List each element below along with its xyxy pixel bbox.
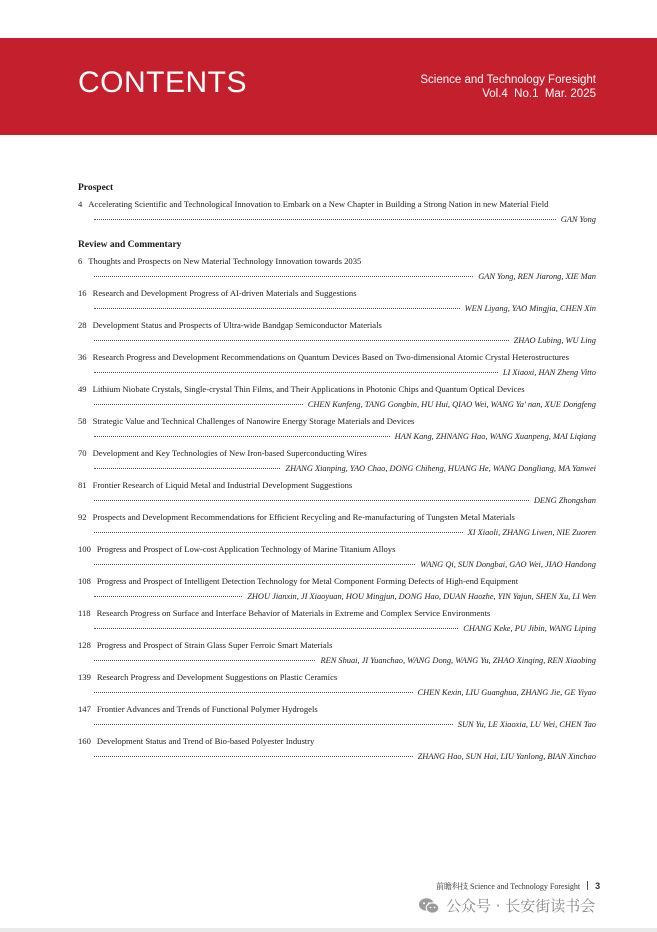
contents-header: [0, 38, 657, 135]
toc-entry[interactable]: [78, 448, 596, 476]
entry-authors: ZHANG Hao, SUN Hai, LIU Yanlong, BIAN Xinchao: [417, 751, 596, 761]
watermark: [418, 895, 595, 916]
toc-entry[interactable]: [78, 640, 596, 668]
entry-page-number: 128: [78, 639, 91, 650]
dot-leader: [94, 564, 415, 565]
dot-leader: [94, 404, 303, 405]
toc-entry[interactable]: [78, 320, 596, 348]
entry-title: Progress and Prospect of Low-cost Application Technology of Marine Titanium Alloys: [96, 543, 396, 554]
entry-page-number: 147: [78, 703, 91, 714]
entry-authors: CHANG Keke, PU Jibin, WANG Liping: [463, 623, 596, 633]
section-heading: Prospect: [78, 183, 114, 193]
entry-authors: GAN Yong, REN Jiarong, XIE Man: [478, 271, 596, 281]
watermark-text: 公众号 · 长安街读书会: [446, 897, 596, 915]
entry-authors: ZHAO Lubing, WU Ling: [513, 335, 596, 345]
entry-authors: REN Shuai, JI Yuanchao, WANG Dong, WANG Yu, ZHAO Xinqing, REN Xiaobing: [320, 655, 596, 665]
journal-info: [420, 73, 596, 101]
toc-entry[interactable]: [78, 416, 596, 444]
dot-leader: [94, 500, 529, 501]
entry-authors: WEN Liyang, YAO Mingjia, CHEN Xin: [464, 303, 596, 313]
entry-title-line: [78, 736, 596, 747]
dot-leader: [94, 276, 473, 277]
entry-authors: LI Xiaoxi, HAN Zheng Vitto: [502, 367, 596, 377]
dot-leader: [94, 596, 242, 597]
dot-leader: [94, 756, 413, 757]
section-heading: Review and Commentary: [78, 239, 182, 250]
toc-entry[interactable]: [78, 704, 596, 732]
entry-title: Lithium Niobate Crystals, Single-crystal Thin Films, and Their Applications in Photonic Chips and Quantum Optical Devices: [92, 383, 525, 394]
page-title: CONTENTS: [78, 66, 247, 99]
entry-authors-line: [78, 719, 596, 732]
toc-entry[interactable]: [78, 288, 596, 316]
top-margin: [0, 0, 657, 38]
entry-page-number: 118: [78, 607, 91, 618]
entry-title: Accelerating Scientific and Technological Innovation to Embark on a New Chapter in Building a Strong Nation in new Material Field: [88, 199, 549, 209]
toc-entry[interactable]: [78, 736, 596, 764]
entry-authors-line: [78, 655, 596, 668]
entry-authors-line: [78, 591, 596, 604]
entry-authors-line: [78, 463, 596, 476]
toc-entry[interactable]: [78, 512, 596, 540]
entry-authors-line: [78, 495, 596, 508]
entry-authors-line: [78, 687, 596, 700]
entry-page-number: 108: [78, 575, 91, 586]
entry-page-number: 139: [78, 671, 91, 682]
entry-title-line: [78, 704, 596, 715]
entry-page-number: 6: [78, 255, 83, 266]
entry-title: Research Progress and Development Recommendations on Quantum Devices Based on Two-dimensional Atomic Crystal Heterostructures: [92, 351, 569, 362]
dot-leader: [94, 628, 458, 629]
entry-authors-line: [78, 303, 596, 316]
toc-entry[interactable]: [78, 256, 596, 284]
entry-title: Frontier Advances and Trends of Functional Polymer Hydrogels: [96, 703, 318, 714]
entry-authors-line: [78, 335, 596, 348]
entry-title-line: [78, 640, 596, 651]
toc-entry[interactable]: [78, 199, 596, 227]
toc-entry[interactable]: [78, 384, 596, 412]
entry-page-number: 70: [78, 447, 87, 458]
entry-title-line: [78, 256, 596, 267]
dot-leader: [94, 340, 509, 341]
entry-title: Progress and Prospect of Strain Glass Super Ferroic Smart Materials: [96, 639, 333, 650]
dot-leader: [94, 532, 463, 533]
dot-leader: [94, 724, 453, 725]
entry-title-line: [78, 448, 596, 459]
dot-leader: [94, 692, 413, 693]
entry-title-line: [78, 320, 596, 331]
entry-title-line: [78, 199, 596, 210]
entry-title-line: [78, 288, 596, 299]
entry-authors-line: [78, 623, 596, 636]
wechat-icon: [418, 897, 440, 915]
entry-title-line: [78, 576, 596, 587]
entry-authors-line: [78, 399, 596, 412]
issue-info: Vol.4 No.1 Mar. 2025: [482, 88, 596, 100]
footer-divider: [587, 881, 588, 890]
entry-title-line: [78, 608, 596, 619]
entry-page-number: 49: [78, 383, 87, 394]
entry-title: Research and Development Progress of AI-driven Materials and Suggestions: [92, 287, 357, 298]
entry-authors-line: [78, 527, 596, 540]
entry-page-number: 4: [78, 199, 83, 209]
toc-section: [78, 182, 596, 227]
entry-page-number: 58: [78, 415, 87, 426]
entry-title-line: [78, 416, 596, 427]
entry-page-number: 100: [78, 543, 91, 554]
entry-authors-line: [78, 214, 596, 227]
entry-page-number: 16: [78, 287, 87, 298]
entry-title: Development Status and Trend of Bio-based Polyester Industry: [96, 735, 315, 746]
footer-journal-en: Science and Technology Foresight: [470, 882, 581, 891]
journal-name: Science and Technology Foresight: [420, 74, 596, 86]
entry-authors: SUN Yu, LE Xiaoxia, LU Wei, CHEN Tao: [457, 719, 596, 729]
entry-title: Research Progress on Surface and Interface Behavior of Materials in Extreme and Complex Service Environments: [96, 607, 491, 618]
toc-entry[interactable]: [78, 576, 596, 604]
entry-page-number: 36: [78, 351, 87, 362]
entry-authors-line: [78, 431, 596, 444]
toc-entry[interactable]: [78, 672, 596, 700]
entry-title: Development and Key Technologies of New Iron-based Superconducting Wires: [92, 447, 367, 458]
entry-authors: ZHOU Jianxin, JI Xiaoyuan, HOU Mingjun, DONG Hao, DUAN Haozhe, YIN Yajun, SHEN Xu, LI Wen: [247, 591, 596, 601]
entry-authors: CHEN Kunfeng, TANG Gongbin, HU Hui, QIAO Wei, WANG Ya' nan, XUE Dongfeng: [307, 399, 596, 409]
bottom-edge: [0, 928, 657, 932]
entry-authors: WANG Qi, SUN Dongbai, GAO Wei, JIAO Handong: [420, 559, 596, 569]
entry-title: Strategic Value and Technical Challenges of Nanowire Energy Storage Materials and Devices: [92, 415, 415, 426]
entry-title: Research Progress and Development Suggestions on Plastic Ceramics: [96, 671, 338, 682]
entry-page-number: 28: [78, 319, 87, 330]
entry-title: Development Status and Prospects of Ultra-wide Bandgap Semiconductor Materials: [92, 319, 382, 330]
entry-authors: HAN Kang, ZHNANG Hao, WANG Xuanpeng, MAI Liqiang: [394, 431, 596, 441]
entry-authors: XI Xiaoli, ZHANG Liwen, NIE Zuoren: [467, 527, 596, 537]
entry-authors-line: [78, 367, 596, 380]
entry-title: Thoughts and Prospects on New Material Technology Innovation towards 2035: [88, 255, 362, 266]
entry-title-line: [78, 352, 596, 363]
entry-authors: GAN Yong: [560, 215, 596, 224]
entry-page-number: 92: [78, 511, 87, 522]
dot-leader: [94, 219, 556, 220]
entry-authors: CHEN Kexin, LIU Guanghua, ZHANG Jie, GE Yiyao: [417, 687, 596, 697]
entry-title: Frontier Research of Liquid Metal and Industrial Development Suggestions: [92, 479, 353, 490]
entry-title-line: [78, 672, 596, 683]
entry-title-line: [78, 512, 596, 523]
toc-entry[interactable]: [78, 352, 596, 380]
entry-authors: ZHANG Xianping, YAO Chao, DONG Chiheng, HUANG He, WANG Dongliang, MA Yanwei: [285, 463, 596, 473]
dot-leader: [94, 308, 460, 309]
entry-authors-line: [78, 751, 596, 764]
entry-page-number: 160: [78, 735, 91, 746]
toc-entry[interactable]: [78, 608, 596, 636]
footer-journal-cn: 前瞻科技: [436, 882, 468, 891]
toc-entry[interactable]: [78, 544, 596, 572]
toc-entry[interactable]: [78, 480, 596, 508]
page-footer: [436, 881, 600, 892]
toc-section: [78, 239, 596, 764]
entry-title: Prospects and Development Recommendations for Efficient Recycling and Re-manufacturing of Tungsten Metal Materials: [92, 511, 515, 522]
entry-authors-line: [78, 271, 596, 284]
page-number: 3: [595, 881, 601, 891]
entry-authors: DENG Zhongshan: [533, 495, 596, 505]
entry-title-line: [78, 384, 596, 395]
dot-leader: [94, 372, 498, 373]
entry-authors-line: [78, 559, 596, 572]
entry-title: Progress and Prospect of Intelligent Detection Technology for Metal Component Forming Defects of High-end Equipment: [96, 575, 519, 586]
entry-title-line: [78, 544, 596, 555]
entry-title-line: [78, 480, 596, 491]
entry-page-number: 81: [78, 479, 87, 490]
dot-leader: [94, 468, 280, 469]
dot-leader: [94, 660, 315, 661]
table-of-contents: [78, 182, 596, 768]
dot-leader: [94, 436, 390, 437]
